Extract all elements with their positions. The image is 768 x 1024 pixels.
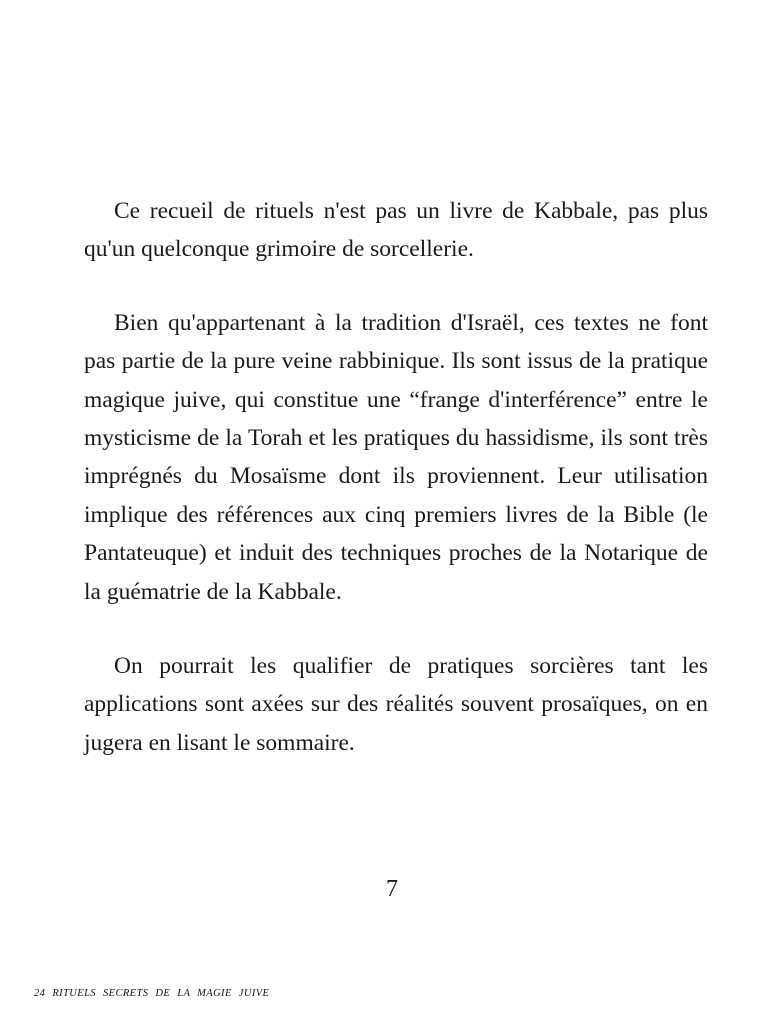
page-number: 7 — [386, 876, 398, 902]
paragraph-3: On pourrait les qualifier de pratiques sorcières tant les applications sont axées sur des réalités souvent prosaïques, on en jugera en lisant le sommaire. — [84, 653, 708, 756]
paragraph-2: Bien qu'appartenant à la tradition d'Israël, ces textes ne font pas partie de la pure veine rabbinique. Ils sont issus de la pratique magique juive, qui constitue une “frange d'interférence” entre le mysticisme de la Torah et les pratiques du hassidisme, ils sont très imprégnés du Mosaïsme dont ils proviennent. Leur utilisation implique des références aux cinq premiers livres de la Bible (le Pantateuque) et induit des techniques proches de la Notarique de la guématrie de la Kabbale. — [84, 309, 708, 605]
paragraph-1: Ce recueil de rituels n'est pas un livre de Kabbale, pas plus qu'un quelconque grimoire de sorcellerie. — [84, 198, 708, 263]
footer-title: 24 RITUELS SECRETS DE LA MAGIE JUIVE — [34, 988, 270, 999]
body-text — [84, 192, 708, 762]
